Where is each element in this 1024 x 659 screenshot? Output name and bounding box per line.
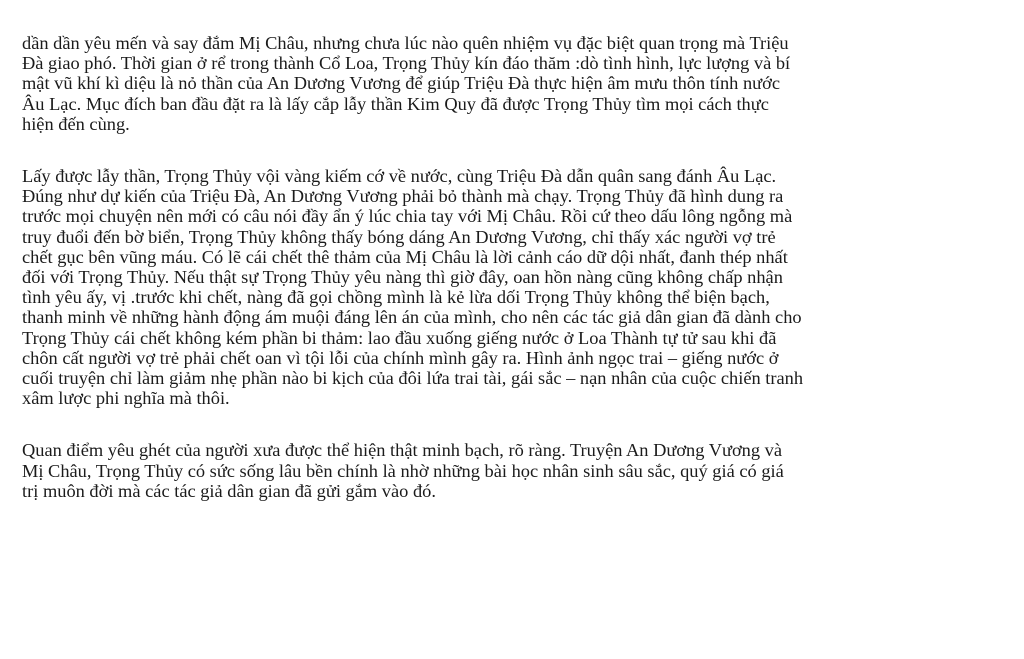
text-line: truy đuổi đến bờ biển, Trọng Thủy không thấy bóng dáng An Dương Vương, chỉ thấy xác người vợ trẻ [22,226,776,247]
text-line: thanh minh về những hành động ám muội đáng lên án của mình, cho nên các tác giả dân gian đã dành cho [22,307,802,328]
text-line: chết gục bên vũng máu. Có lẽ cái chết thê thảm của Mị Châu là lời cảnh cáo dữ dội nhất, đanh thép nhất [22,246,788,267]
text-line: tình yêu ấy, vị .trước khi chết, nàng đã gọi chồng mình là kẻ lừa dối Trọng Thủy không thể biện bạch, [22,287,770,308]
paragraph-2 [22,166,1014,408]
text-line: hiện đến cùng. [22,113,130,134]
document-page [22,33,1014,501]
text-line: dần dần yêu mến và say đắm Mị Châu, nhưng chưa lúc nào quên nhiệm vụ đặc biệt quan trọng mà Triệu [22,33,789,53]
text-line: Mị Châu, Trọng Thủy có sức sống lâu bền chính là nhờ những bài học nhân sinh sâu sắc, quý giá có giá [22,460,784,481]
text-line: trước mọi chuyện nên mới có câu nói đầy ẩn ý lúc chia tay với Mị Châu. Rồi cứ theo dấu lông ngỗng mà [22,206,793,227]
paragraph-spacer [22,408,1014,440]
paragraph-1 [22,33,1014,134]
text-line: Trọng Thủy cái chết không kém phần bi thảm: lao đầu xuống giếng nước ở Loa Thành tự tử sau khi đã [22,327,777,348]
paragraph-3 [22,440,1014,501]
text-line: Đúng như dự kiến của Triệu Đà, An Dương Vương phải bỏ thành mà chạy. Trọng Thủy đã hình dung ra [22,186,784,207]
text-line: xâm lược phi nghĩa mà thôi. [22,388,230,409]
text-line: đối với Trọng Thủy. Nếu thật sự Trọng Thủy yêu nàng thì giờ đây, oan hồn nàng cũng không chấp nhận [22,267,783,288]
text-line: Âu Lạc. Mục đích ban đầu đặt ra là lấy cắp lẫy thần Kim Quy đã được Trọng Thủy tìm mọi cách thực [22,93,769,114]
text-line: trị muôn đời mà các tác giả dân gian đã gửi gắm vào đó. [22,480,436,501]
text-line: Lấy được lẫy thần, Trọng Thủy vội vàng kiếm cớ về nước, cùng Triệu Đà dẫn quân sang đánh Âu Lạc. [22,166,777,187]
text-line: Quan điểm yêu ghét của người xưa được thể hiện thật minh bạch, rõ ràng. Truyện An Dương Vương và [22,440,783,461]
text-line: chôn cất người vợ trẻ phải chết oan vì tội lỗi của chính mình gây ra. Hình ảnh ngọc trai – giếng nước ở [22,347,779,368]
text-line: Đà giao phó. Thời gian ở rể trong thành Cổ Loa, Trọng Thủy kín đáo thăm :dò tình hình, lực lượng và bí [22,53,791,74]
text-line: mật vũ khí kì diệu là nỏ thần của An Dương Vương để giúp Triệu Đà thực hiện âm mưu thôn tính nước [22,73,781,94]
text-line: cuối truyện chỉ làm giảm nhẹ phần nào bi kịch của đôi lứa trai tài, gái sắc – nạn nhân của cuộc chiến tranh [22,368,804,389]
paragraph-spacer [22,134,1014,166]
